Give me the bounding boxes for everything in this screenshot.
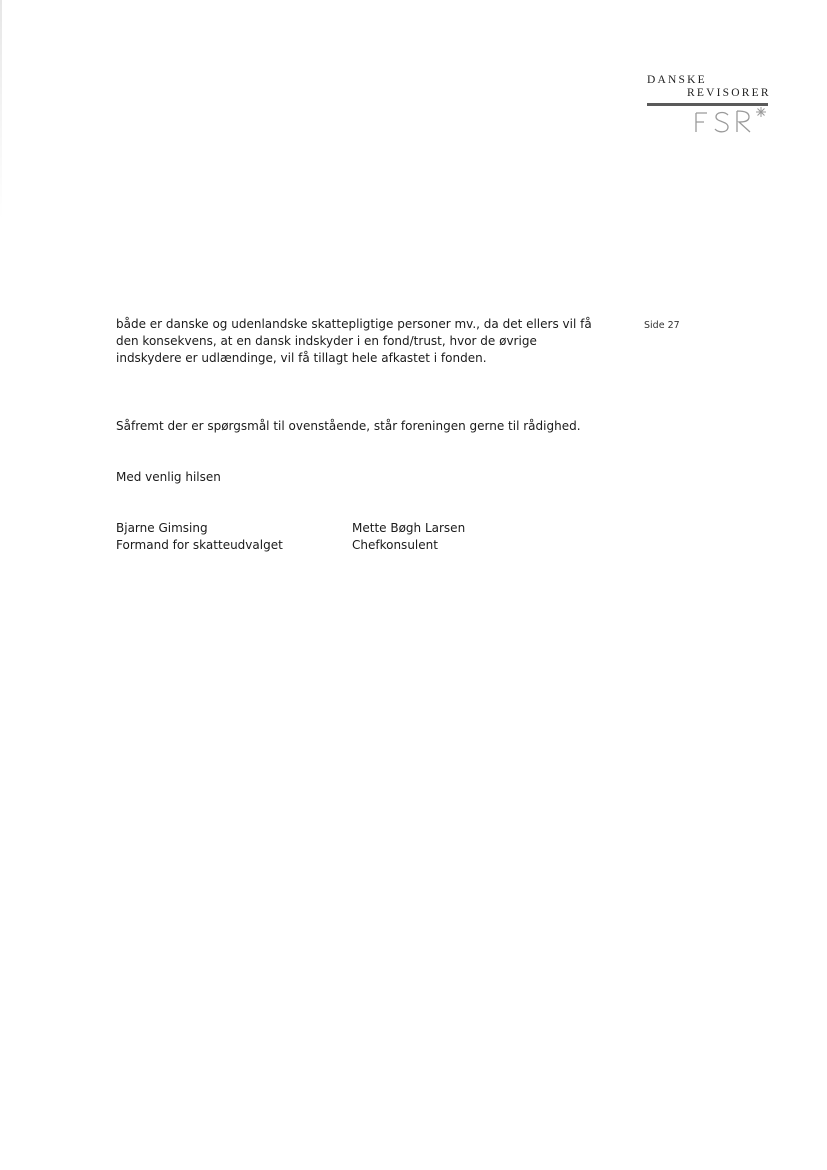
signature-title: Chefkonsulent xyxy=(352,538,438,552)
fsr-logo-icon xyxy=(694,107,774,135)
signature-block-2 xyxy=(352,520,465,554)
signature-name: Mette Bøgh Larsen xyxy=(352,521,466,535)
logo-text-revisorer: REVISORER xyxy=(687,87,771,99)
body-paragraph-2: Såfremt der er spørgsmål til ovenstående, står foreningen gerne til rådighed. xyxy=(116,419,581,433)
paragraph-line: indskydere er udlændinge, vil få tillagt hele afkastet i fonden. xyxy=(116,351,487,365)
scan-edge xyxy=(0,0,2,220)
logo-bar xyxy=(647,103,768,106)
signature-block-1 xyxy=(116,520,283,554)
fsr-logo xyxy=(645,74,770,136)
logo-text-danske: DANSKE xyxy=(647,74,707,86)
signature-name: Bjarne Gimsing xyxy=(116,521,208,535)
signature-title: Formand for skatteudvalget xyxy=(116,538,283,552)
paragraph-line: den konsekvens, at en dansk indskyder i en fond/trust, hvor de øvrige xyxy=(116,334,537,348)
page-number: Side 27 xyxy=(644,320,680,331)
paragraph-line: både er danske og udenlandske skattepligtige personer mv., da det ellers vil få xyxy=(116,317,592,331)
closing-greeting: Med venlig hilsen xyxy=(116,470,221,484)
body-paragraph-1 xyxy=(116,316,592,367)
